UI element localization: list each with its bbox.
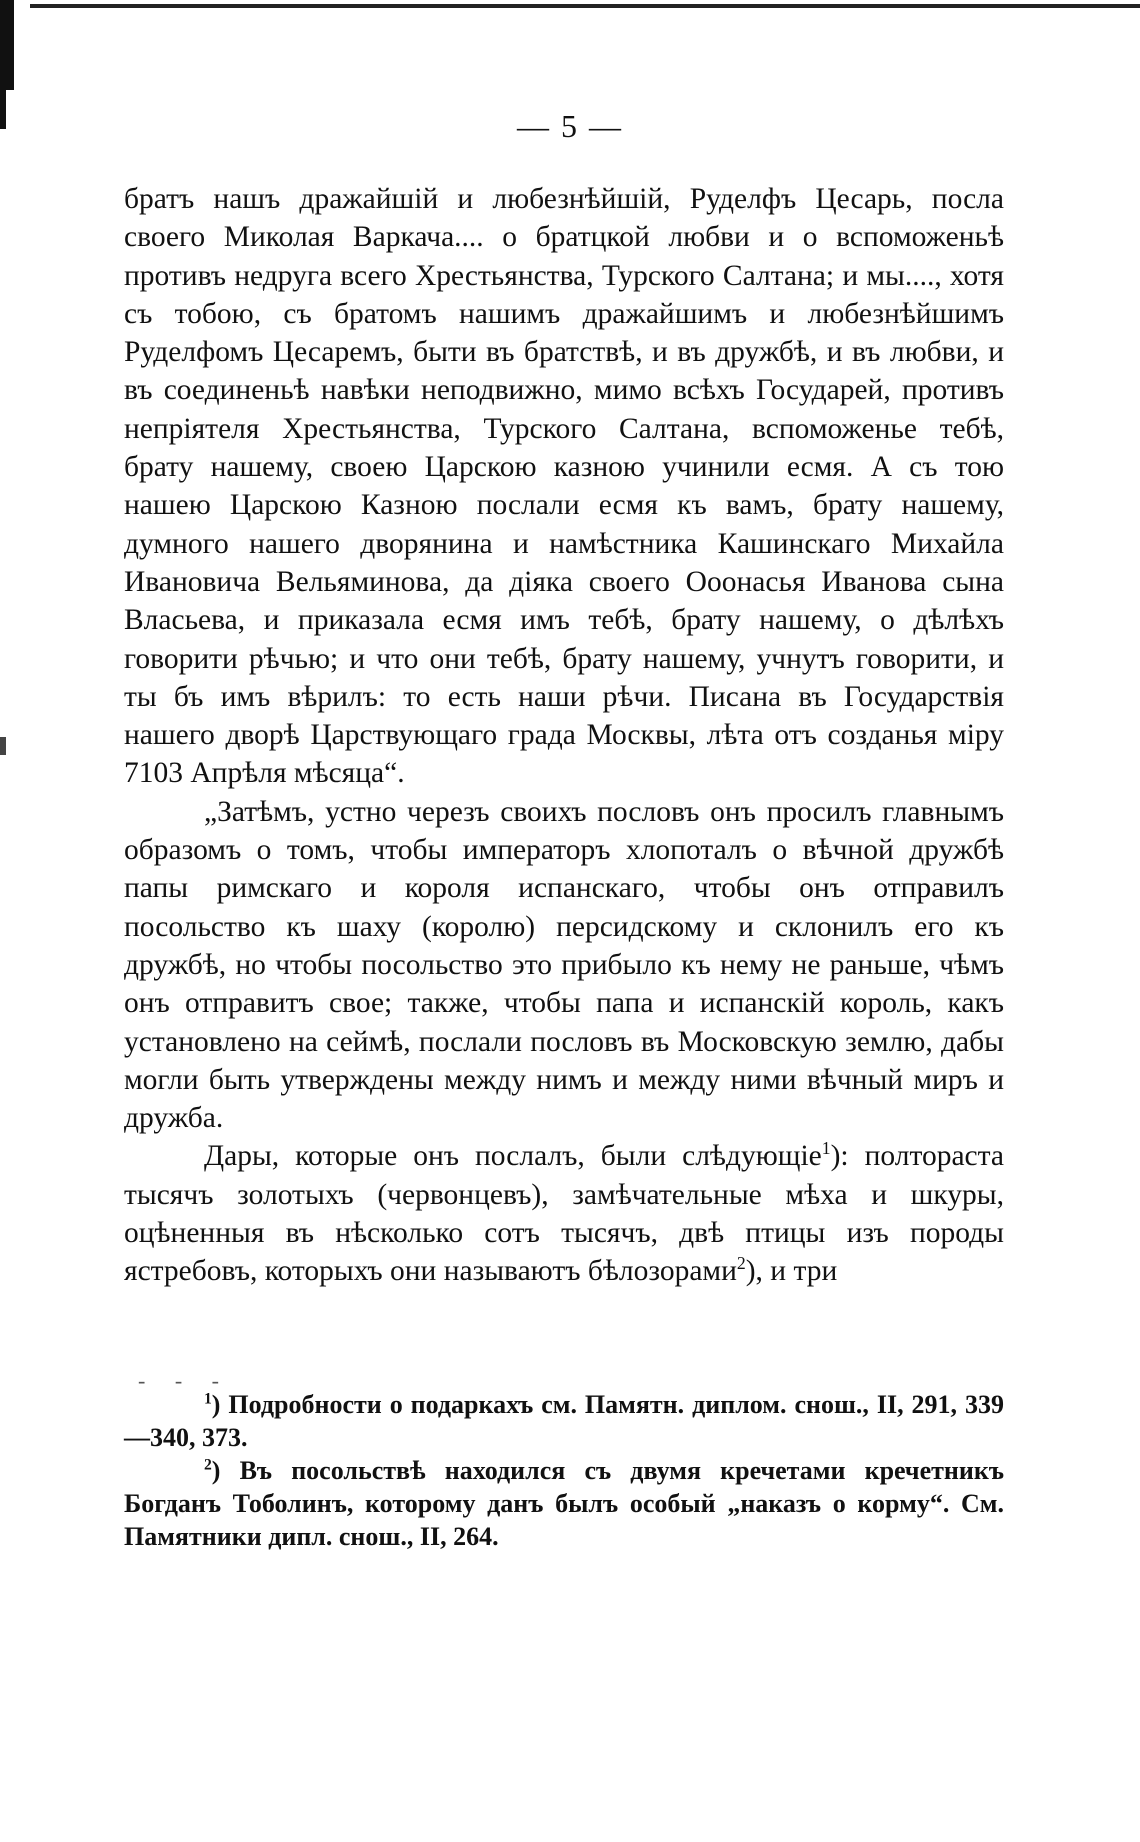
paragraph-3-middle: ): полтораста тысячъ золотыхъ (червонцевъ), замѣчательные мѣха и шкуры, оцѣненныя въ нѣсколько сотъ тысячъ, двѣ птицы изъ породы ястребовъ, которыхъ они называютъ бѣлозорами <box>124 1140 1005 1288</box>
scan-top-rule <box>30 4 1140 8</box>
footnote-1-mark: 1 <box>204 1390 212 1408</box>
paragraph-1: братъ нашъ дражайшій и любезнѣйшій, Руделфъ Цесарь, посла своего Миколая Варкача.... о братцкой любви и о вспоможеньѣ противъ недруга всего Хрестьянства, Турского Салтана; и мы...., хотя съ тобою, съ братомъ нашимъ дражайшимъ и любезнѣйшимъ Руделфомъ Цесаремъ, быти въ братствѣ, и въ дружбѣ, и въ любви, и въ соединеньѣ навѣки неподвижно, мимо всѣхъ Государей, противъ непріятеля Хрестьянства, Турского Салтана, вспоможенье тебѣ, брату нашему, своею Царскою казною учинили есмя. А съ тою нашею Царскою Казною послали есмя къ вамъ, брату нашему, думного нашего дворянина и намѣстника Кашинскаго Михайла Ивановича Вельяминова, да діяка своего Ооонасья Иванова сына Власьева, и приказала есмя имъ тебѣ, брату нашему, о дѣлѣхъ говорити рѣчью; и что они тебѣ, брату нашему, учнутъ говорити, и ты бъ имъ вѣрилъ: то есть наши рѣчи. Писана въ Государствія нашего дворѣ Царствующаго града Москвы, лѣта отъ созданья міру 7103 Апрѣля мѣсяца“. <box>124 183 1004 790</box>
footnote-2 <box>124 1454 1004 1553</box>
footnote-separator: - - - <box>138 1368 231 1393</box>
footnote-ref-1[interactable]: 1 <box>821 1138 831 1159</box>
footnote-1 <box>124 1388 1004 1454</box>
footnote-2-mark: 2 <box>204 1456 212 1474</box>
scan-edge <box>0 0 6 1842</box>
main-text <box>124 180 1004 1291</box>
page-number: — 5 — <box>517 108 623 144</box>
paragraph-2: „Затѣмъ, устно черезъ своихъ пословъ онъ просилъ главнымъ образомъ о томъ, чтобы императоръ хлопоталъ о вѣчной дружбѣ папы римскаго и короля испанскаго, чтобы онъ отправилъ посольство къ шаху (королю) персидскому и склонилъ его къ дружбѣ, но чтобы посольство это прибыло къ нему не раньше, чѣмъ онъ отправитъ свое; также, чтобы папа и испанскій король, какъ установлено на сеймѣ, послали пословъ въ Московскую землю, дабы могли быть утверждены между нимъ и между ними вѣчный миръ и дружба. <box>124 795 1004 1135</box>
footnote-ref-2[interactable]: 2 <box>736 1253 746 1274</box>
paragraph-3 <box>124 1137 1004 1290</box>
footnote-2-text: ) Въ посольствѣ находился съ двумя кречетами кречетникъ Богданъ Тоболинъ, которому данъ былъ особый „наказъ о корму“. См. Памятники дипл. снош., II, 264. <box>124 1456 1004 1551</box>
paragraph-3-start: Дары, которые онъ послалъ, были слѣдующіе <box>204 1140 822 1173</box>
paragraph-3-end: ), и три <box>745 1255 838 1288</box>
footnotes <box>124 1388 1004 1553</box>
scan-corner-mark <box>0 0 44 90</box>
footnote-1-text: ) Подробности о подаркахъ см. Памятн. диплом. снош., II, 291, 339—340, 373. <box>124 1390 1004 1452</box>
